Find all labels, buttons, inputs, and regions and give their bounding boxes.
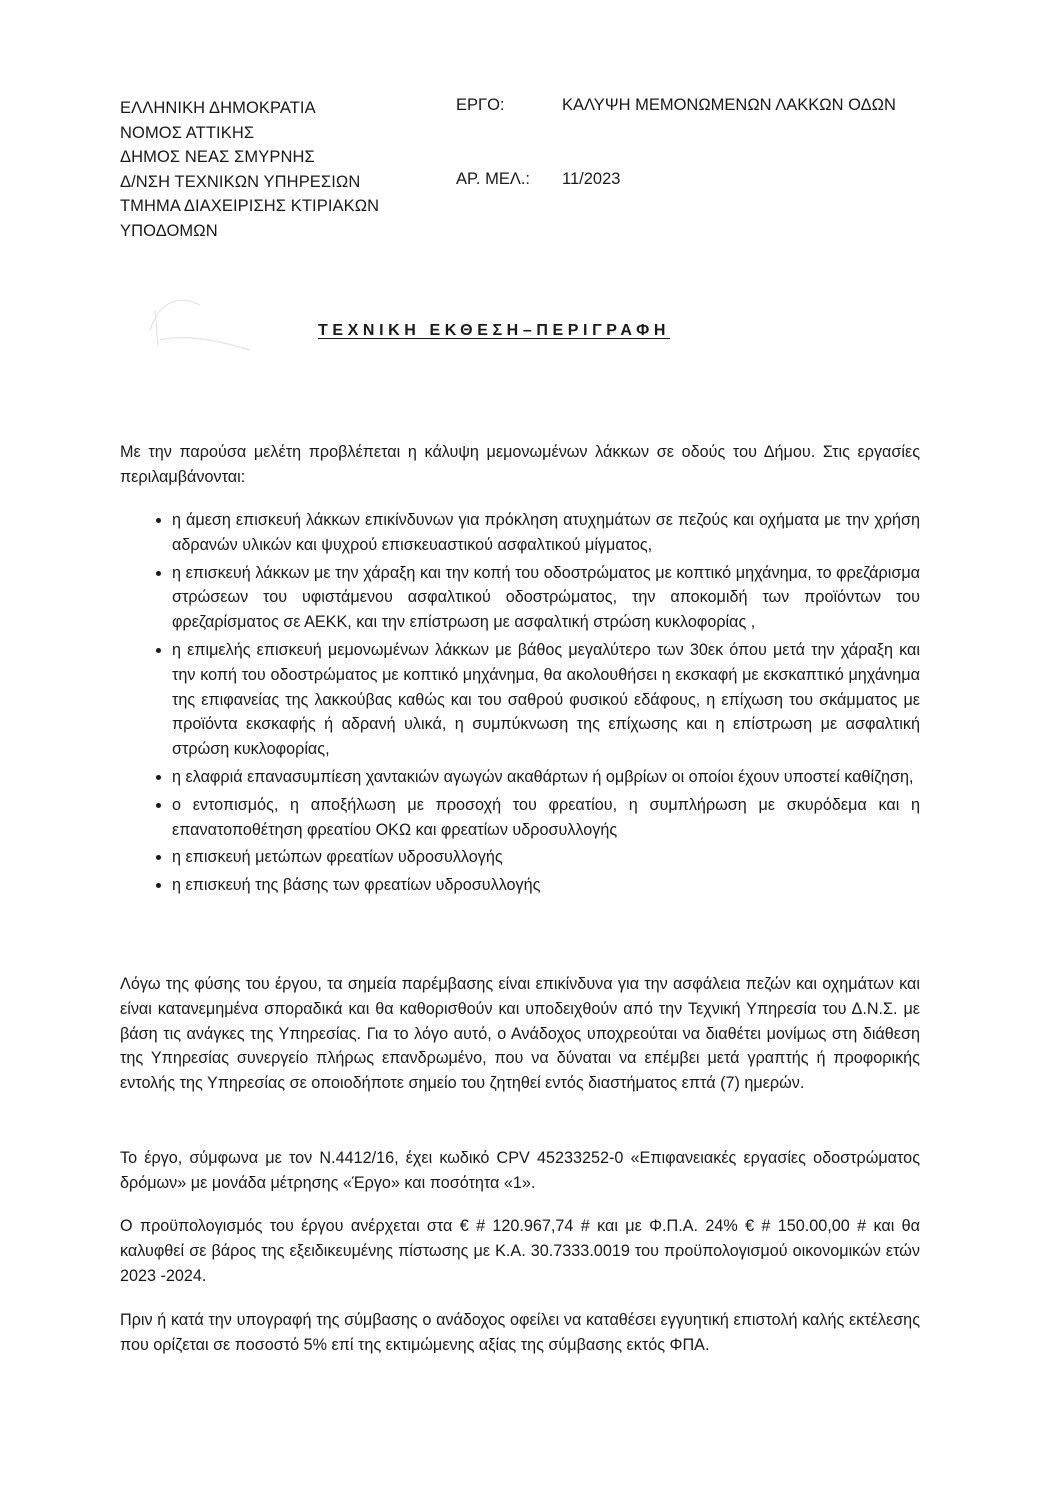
authority-line-republic: ΕΛΛΗΝΙΚΗ ΔΗΜΟΚΡΑΤΙΑ [120, 99, 316, 117]
bullet-dot-icon [156, 803, 161, 808]
bullet-dot-icon [156, 855, 161, 860]
bullet-item: η επισκευή λάκκων με την χάραξη και την κοπή του οδοστρώματος με κοπτικό μηχάνημα, το φρεζάρισμα στρώσεων του υφιστάμενου ασφαλτικού οδοστρώματος, την αποκομιδή των προϊόντων του φρεζαρίσματος σε ΑΕΚΚ, και την επίστρωση με ασφαλτική στρώση κυκλοφορίας , [120, 561, 920, 635]
study-number-value: 11/2023 [562, 170, 621, 188]
study-number-label: ΑΡ. ΜΕΛ.: [456, 170, 531, 188]
intro-paragraph: Με την παρούσα μελέτη προβλέπεται η κάλυψη μεμονωμένων λάκκων σε οδούς του Δήμου. Στις εργασίες περιλαμβάνονται: [120, 443, 920, 486]
cpv-paragraph-block [120, 1146, 920, 1196]
bullet-item: η ελαφριά επανασυμπίεση χαντακιών αγωγών ακαθάρτων ή ομβρίων οι οποίοι έχουν υποστεί καθίζηση, [120, 765, 920, 790]
bullet-dot-icon [156, 648, 161, 653]
bullet-dot-icon [156, 883, 161, 888]
bullet-item: η επισκευή της βάσης των φρεατίων υδροσυλλογής [120, 873, 920, 898]
bullet-dot-icon [156, 518, 161, 523]
guarantee-paragraph: Πριν ή κατά την υπογραφή της σύμβασης ο ανάδοχος οφείλει να καταθέσει εγγυητική επιστολή καλής εκτέλεσης που ορίζεται σε ποσοστό 5% επί της εκτιμώμενης αξίας της σύμβασης εκτός ΦΠΑ. [120, 1311, 920, 1354]
faint-signature-mark [140, 290, 260, 360]
authority-line-municipality: ΔΗΜΟΣ ΝΕΑΣ ΣΜΥΡΝΗΣ [120, 148, 315, 166]
bullet-dot-icon [156, 775, 161, 780]
bullet-dot-icon [156, 571, 161, 576]
budget-paragraph: Ο προϋπολογισμός του έργου ανέρχεται στα € # 120.967,74 # και με Φ.Π.Α. 24% € # 150.00,00 # και θα καλυφθεί σε βάρος της εξειδικευμένης πίστωσης με Κ.Α. 30.7333.0019 του προϋπολογισμού οικονομικών ετών 2023 -2024. [120, 1217, 920, 1285]
project-value: ΚΑΛΥΨΗ ΜΕΜΟΝΩΜΕΝΩΝ ΛΑΚΚΩΝ ΟΔΩΝ [562, 96, 896, 114]
issuing-authority-block [120, 96, 379, 243]
bullet-item: η επισκευή μετώπων φρεατίων υδροσυλλογής [120, 845, 920, 870]
bullet-item: η άμεση επισκευή λάκκων επικίνδυνων για πρόκληση ατυχημάτων σε πεζούς και οχήματα με την χρήση αδρανών υλικών και ψυχρού επισκευαστικού ασφαλτικού μίγματος, [120, 508, 920, 558]
budget-paragraph-block [120, 1214, 920, 1288]
intervention-paragraph: Λόγω της φύσης του έργου, τα σημεία παρέμβασης είναι επικίνδυνα για την ασφάλεια πεζών και οχημάτων και είναι κατανεμημένα σποραδικά και θα καθορισθούν και υποδειχθούν από την Τεχνική Υπηρεσία του Δ.Ν.Σ. με βάση τις ανάγκες της Υπηρεσίας. Για το λόγο αυτό, ο Ανάδοχος υποχρεούται να διαθέτει μονίμως στη διάθεση της Υπηρεσίας συνεργείο πλήρως επανδρωμένο, που να δύναται να επέμβει μετά γραπτής ή προφορικής εντολής της Υπηρεσίας σε οποιοδήποτε σημείο του ζητηθεί εντός διαστήματος επτά (7) ημερών. [120, 975, 920, 1093]
bullet-item: η επιμελής επισκευή μεμονωμένων λάκκων με βάθος μεγαλύτερο των 30εκ όπου μετά την χάραξη και την κοπή του οδοστρώματος με κοπτικό μηχάνημα, θα ακολουθήσει η εκσκαφή με εκσκαπτικό μηχάνημα της επιφανείας της λακκούβας καθώς και του σαθρού φυσικού εδάφους, η επίχωση του σκάμματος με προϊόντα εκσκαφής ή αδρανή υλικά, η συμπύκνωση της επίχωσης και η επίστρωση με ασφαλτική στρώση κυκλοφορίας, [120, 638, 920, 762]
authority-line-prefecture: ΝΟΜΟΣ ΑΤΤΙΚΗΣ [120, 123, 255, 142]
authority-line-department: ΤΜΗΜΑ ΔΙΑΧΕΙΡΙΣΗΣ ΚΤΙΡΙΑΚΩΝ [120, 197, 380, 215]
cpv-paragraph: Το έργο, σύμφωνα με τον Ν.4412/16, έχει κωδικό CPV 45233252-0 «Επιφανειακές εργασίες οδοστρώματος δρόμων» με μονάδα μέτρησης «Έργο» και ποσότητα «1». [120, 1149, 920, 1192]
document-title: ΤΕΧΝΙΚΗ ΕΚΘΕΣΗ–ΠΕΡΙΓΡΑΦΗ [318, 322, 670, 339]
authority-line-directorate: Δ/ΝΣΗ ΤΕΧΝΙΚΩΝ ΥΠΗΡΕΣΙΩΝ [120, 172, 361, 191]
guarantee-paragraph-block [120, 1308, 920, 1358]
works-bullet-list [120, 508, 920, 901]
bullet-item: ο εντοπισμός, η αποξήλωση με προσοχή του φρεατίου, η συμπλήρωση με σκυρόδεμα και η επανατοποθέτηση φρεατίου ΟΚΩ και φρεατίων υδροσυλλογής [120, 793, 920, 843]
authority-line-department-cont: ΥΠΟΔΟΜΩΝ [120, 221, 218, 240]
project-label: ΕΡΓΟ: [456, 96, 505, 114]
intro-paragraph-block [120, 440, 920, 490]
intervention-paragraph-block [120, 972, 920, 1096]
